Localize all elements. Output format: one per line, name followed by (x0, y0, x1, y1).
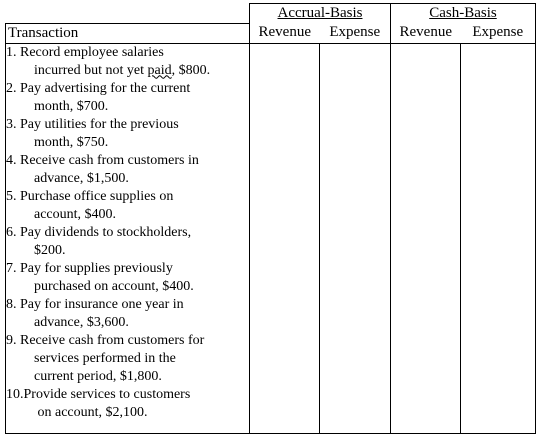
list-item (6, 224, 249, 260)
item-line: month, $700. (34, 98, 109, 114)
item-line: Pay utilities for the previous (20, 116, 179, 132)
item-line (20, 62, 249, 80)
item-line: purchased on account, $400. (34, 278, 194, 294)
item-number: 2. (6, 80, 17, 96)
item-line: Purchase office supplies on (20, 188, 174, 204)
item-line: Pay dividends to stockholders, (20, 224, 192, 240)
spellcheck-word: paid (147, 62, 172, 78)
transaction-column-header: Transaction (6, 23, 250, 43)
list-item (6, 188, 249, 224)
item-text (20, 188, 249, 224)
item-text (20, 296, 249, 332)
item-line: Pay for supplies previously (20, 260, 173, 276)
list-item (6, 260, 249, 296)
item-number: 7. (6, 260, 17, 276)
item-line: Provide services to customers (23, 386, 191, 402)
item-number: 3. (6, 116, 17, 132)
list-item (6, 332, 249, 386)
item-line: Pay advertising for the current (20, 80, 191, 96)
cash-expense-header: Expense (461, 23, 536, 43)
item-text (20, 116, 249, 152)
cash-revenue-cell[interactable] (391, 43, 461, 433)
item-line-part: , $800. (171, 62, 211, 78)
accrual-revenue-header: Revenue (250, 23, 320, 43)
item-line: Pay for insurance one year in (20, 296, 184, 312)
cash-revenue-header: Revenue (391, 23, 461, 43)
header-spacer (6, 4, 250, 24)
item-line: current period, $1,800. (34, 368, 162, 384)
item-text (20, 224, 249, 260)
list-item (6, 296, 249, 332)
accrual-expense-cell[interactable] (320, 43, 391, 433)
transaction-table (5, 3, 536, 434)
item-number: 5. (6, 188, 17, 204)
list-item (6, 44, 249, 80)
item-text (20, 332, 249, 386)
list-item (6, 116, 249, 152)
list-item (6, 386, 249, 422)
accrual-basis-label: Accrual-Basis (277, 5, 363, 21)
cash-basis-header (391, 4, 536, 24)
item-line: on account, $2,100. (37, 404, 148, 420)
cash-basis-label: Cash-Basis (429, 5, 497, 21)
item-number: 10. (6, 386, 24, 402)
transaction-list-cell (6, 43, 250, 433)
item-line: month, $750. (34, 134, 109, 150)
item-number: 1. (6, 44, 17, 60)
item-text (20, 80, 249, 116)
item-line: services performed in the (34, 350, 176, 366)
item-line: Record employee salaries (20, 44, 164, 60)
item-line: account, $400. (34, 206, 117, 222)
table-row (6, 43, 536, 433)
list-item (6, 152, 249, 188)
cash-expense-cell[interactable] (461, 43, 536, 433)
list-item (6, 80, 249, 116)
item-line-part: incurred but not yet (34, 62, 148, 78)
item-line: Receive cash from customers for (20, 332, 205, 348)
item-text (20, 260, 249, 296)
accrual-basis-header (250, 4, 391, 24)
item-line: $200. (34, 242, 66, 258)
accrual-expense-header: Expense (320, 23, 391, 43)
item-text (20, 44, 249, 80)
item-number: 4. (6, 152, 17, 168)
accrual-revenue-cell[interactable] (250, 43, 320, 433)
item-line: Receive cash from customers in (20, 152, 199, 168)
item-number: 6. (6, 224, 17, 240)
item-number: 8. (6, 296, 17, 312)
item-number: 9. (6, 332, 17, 348)
item-text (24, 386, 250, 422)
item-text (20, 152, 249, 188)
item-line: advance, $3,600. (34, 314, 129, 330)
item-line: advance, $1,500. (34, 170, 129, 186)
